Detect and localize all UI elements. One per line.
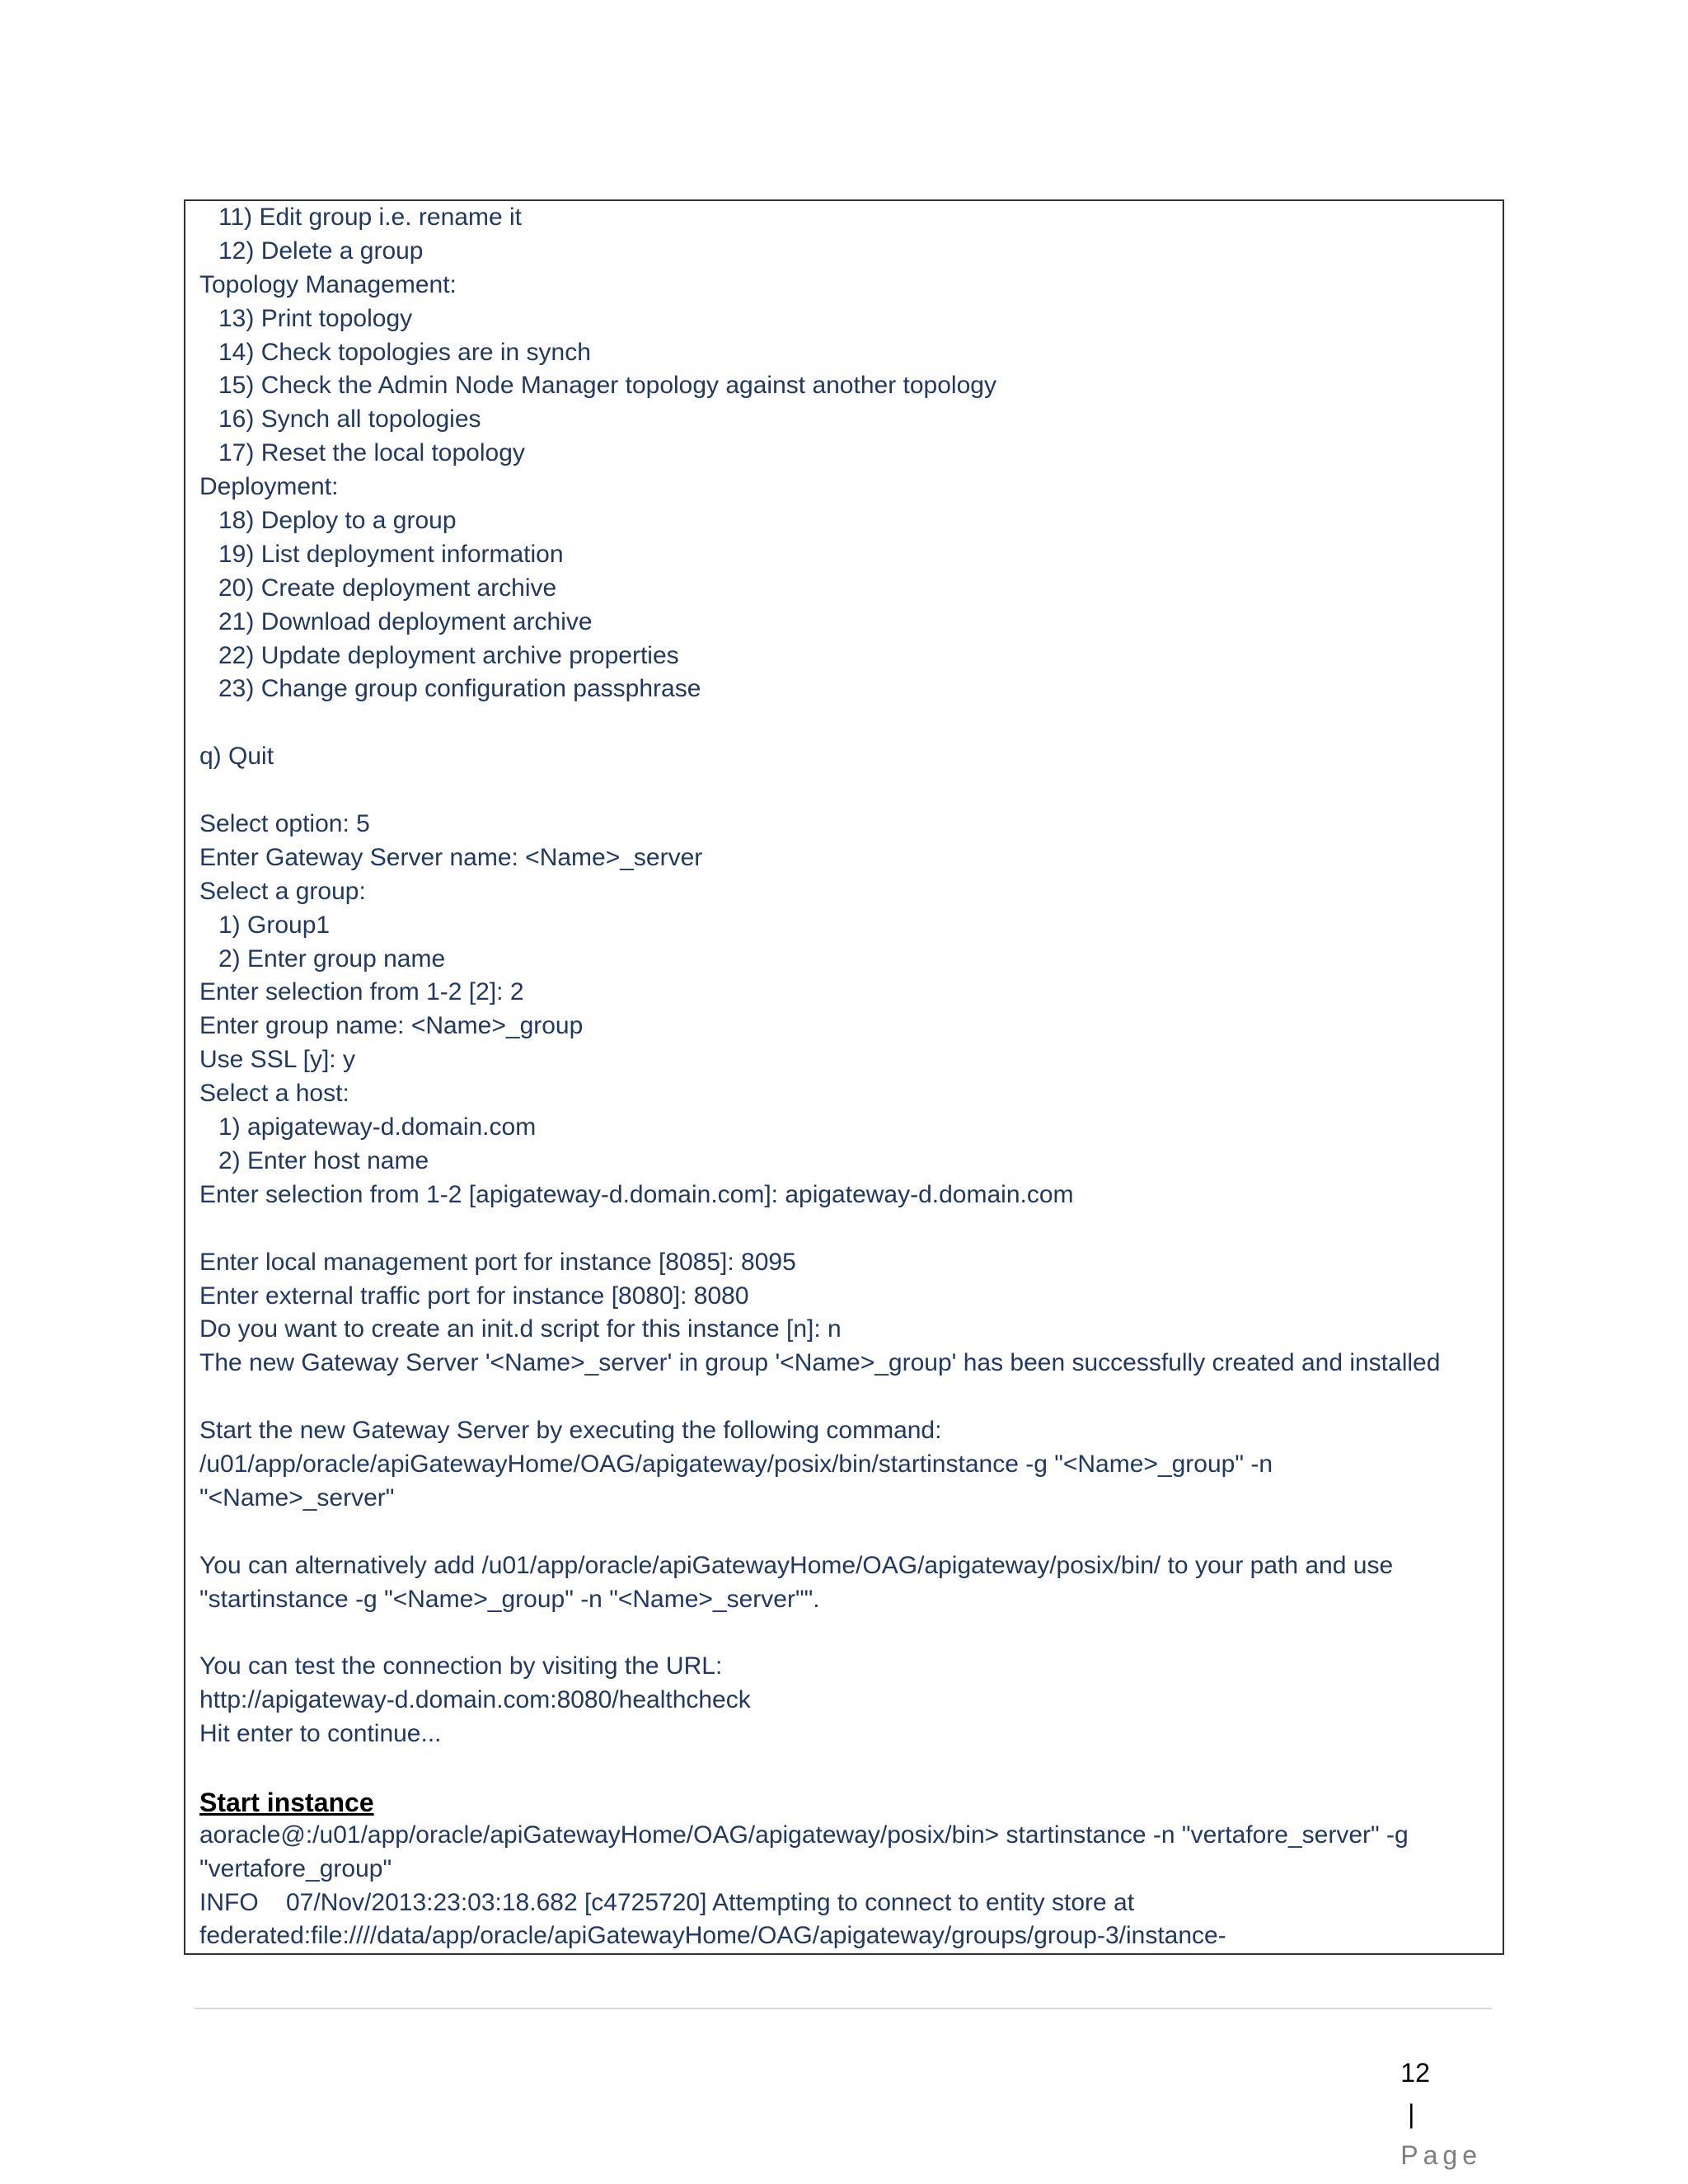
console-line: Enter Gateway Server name: <Name>_server <box>199 843 703 871</box>
console-line: INFO 07/Nov/2013:23:03:18.682 [c4725720] Attempting to connect to entity store at <box>199 1888 1135 1916</box>
console-line: 15) Check the Admin Node Manager topology against another topology <box>218 372 996 400</box>
blank-line <box>199 1212 1503 1246</box>
console-line: "startinstance -g "<Name>_group" -n "<Name>_server"". <box>199 1585 820 1613</box>
footer-divider <box>195 2008 1492 2009</box>
console-lines <box>199 201 1503 1953</box>
console-line: Do you want to create an init.d script for this instance [n]: n <box>199 1315 842 1343</box>
console-line: q) Quit <box>199 743 274 771</box>
console-line: "<Name>_server" <box>199 1483 395 1511</box>
console-line: Enter local management port for instance [8085]: 8095 <box>199 1248 796 1276</box>
page-label: Page <box>1400 2140 1482 2170</box>
blank-line <box>199 1616 1503 1650</box>
blank-line <box>199 1751 1503 1785</box>
console-line: 13) Print topology <box>218 304 413 332</box>
console-line: Deployment: <box>199 473 339 501</box>
console-line: Topology Management: <box>199 270 457 298</box>
console-line: Hit enter to continue... <box>199 1720 442 1748</box>
console-line: 12) Delete a group <box>218 237 424 265</box>
console-line: 21) Download deployment archive <box>218 607 593 635</box>
console-line: 2) Enter host name <box>218 1146 429 1174</box>
console-line: 1) Group1 <box>218 911 331 939</box>
console-line: Enter external traffic port for instance [8080]: 8080 <box>199 1282 749 1310</box>
blank-line <box>199 706 1503 740</box>
console-line: 22) Update deployment archive properties <box>218 641 679 669</box>
console-output-box <box>184 199 1504 1955</box>
console-line: 11) Edit group i.e. rename it <box>218 204 522 231</box>
console-line: 20) Create deployment archive <box>218 574 557 602</box>
section-heading: Start instance <box>199 1787 374 1817</box>
console-line: Start the new Gateway Server by executing the following command: <box>199 1417 942 1445</box>
console-line: "vertafore_group" <box>199 1854 392 1882</box>
console-line: 17) Reset the local topology <box>218 439 525 467</box>
console-line: 14) Check topologies are in synch <box>218 338 591 366</box>
blank-line <box>199 1516 1503 1549</box>
console-line: http://apigateway-d.domain.com:8080/healthcheck <box>199 1686 751 1714</box>
console-line: 1) apigateway-d.domain.com <box>218 1113 537 1141</box>
page-number: 12 <box>1400 2058 1430 2088</box>
console-line: You can alternatively add /u01/app/oracle/apiGatewayHome/OAG/apigateway/posix/bin/ to your path and use <box>199 1551 1394 1579</box>
console-line: 19) List deployment information <box>218 540 564 568</box>
console-line: /u01/app/oracle/apiGatewayHome/OAG/apigateway/posix/bin/startinstance -g "<Name>_group" -n <box>199 1450 1273 1478</box>
console-line: 18) Deploy to a group <box>218 507 457 535</box>
page-footer <box>1386 2011 1482 2170</box>
console-line: 23) Change group configuration passphrase <box>218 675 701 703</box>
blank-line <box>199 1380 1503 1414</box>
console-line: Enter group name: <Name>_group <box>199 1012 584 1040</box>
console-line: The new Gateway Server '<Name>_server' in group '<Name>_group' has been successfully created and installed <box>199 1349 1441 1377</box>
console-line: Select a group: <box>199 877 366 905</box>
console-line: 16) Synch all topologies <box>218 405 481 434</box>
console-line: Select a host: <box>199 1080 349 1108</box>
blank-line <box>199 774 1503 808</box>
console-line: 2) Enter group name <box>218 944 446 972</box>
console-line: Enter selection from 1-2 [apigateway-d.domain.com]: apigateway-d.domain.com <box>199 1180 1074 1208</box>
footer-separator: | <box>1408 2099 1415 2129</box>
console-line: Use SSL [y]: y <box>199 1046 355 1074</box>
console-line: aoracle@:/u01/app/oracle/apiGatewayHome/OAG/apigateway/posix/bin> startinstance -n "vertafore_server" -g <box>199 1821 1409 1849</box>
console-line: Enter selection from 1-2 [2]: 2 <box>199 978 524 1006</box>
console-line: You can test the connection by visiting the URL: <box>199 1652 723 1680</box>
console-line: federated:file:////data/app/oracle/apiGatewayHome/OAG/apigateway/groups/group-3/instance- <box>199 1922 1226 1950</box>
console-line: Select option: 5 <box>199 810 370 838</box>
